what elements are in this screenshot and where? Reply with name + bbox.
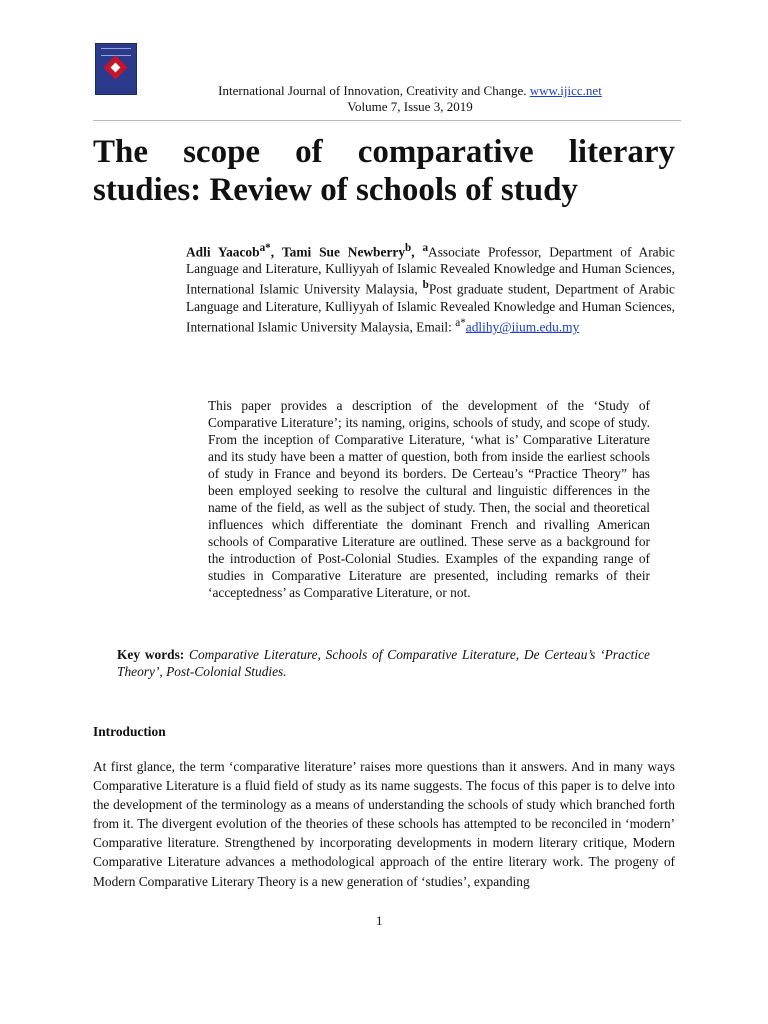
header-divider bbox=[93, 120, 681, 121]
affiliation-b: Post graduate student, Department of Arabic Language and Literature, Kulliyyah of Islamic Revealed Knowledge and Human Sciences, International Islamic University Malaysia, Email: bbox=[186, 281, 675, 335]
journal-header-line bbox=[140, 83, 680, 99]
page-number: 1 bbox=[376, 913, 383, 928]
affil-b-sup: b bbox=[422, 279, 429, 292]
keywords-text: Comparative Literature, Schools of Comparative Literature, De Certeau’s ‘Practice Theory’, Post-Colonial Studies. bbox=[117, 647, 650, 679]
cover-title-lines bbox=[101, 48, 131, 56]
keywords-label: Key words: bbox=[117, 647, 185, 662]
keywords-block bbox=[117, 646, 650, 680]
abstract-text: This paper provides a description of the development of the ‘Study of Comparative Literature’; its naming, origins, schools of study, and scope of study. From the inception of Comparative Literature, ‘what is’ Comparative Literature and its study have been a matter of question, both from inside the earliest schools of study in France and beyond its borders. De Certeau’s “Practice Theory” has been employed seeking to resolve the cultural and linguistic differences in the name of the field, as well as the subject of study. Then, the social and theoretical influences which differentiate the dominant French and rivalling American schools of Comparative Literature are outlined. These serve as a background for the introduction of Post-Colonial Studies. Examples of the expanding range of studies in Comparative Literature are presented, including remarks of their ‘acceptedness’ as Comparative Literature, or not. bbox=[208, 398, 650, 600]
cover-logo-icon bbox=[103, 55, 127, 79]
email-link[interactable]: adlihy@iium.edu.my bbox=[465, 319, 580, 335]
affiliation-a: Associate Professor, Department of Arabic Language and Literature, Kulliyyah of Islamic Revealed Knowledge and Human Sciences, International Islamic University Malaysia, bbox=[186, 244, 675, 297]
author-2-sup: b bbox=[405, 242, 412, 254]
paper-title: The scope of comparative literary studies: Review of schools of study bbox=[93, 134, 675, 208]
author-block: Adli Yaacob$^{a*}$, Tami Sue Newberry$^b$, $^a$Associate Professor, Department of Arabic Language and Literature, Kulliyyah of Islamic Revealed Knowledge and Human Sciences, International Islamic University Malaysia, $^b$Post graduate student, Department of Arabic Language and Literature, Kulliyyah of Islamic Revealed Knowledge and Human Sciences, International Islamic University Malaysia, Email: $^{a*}$adlihy@iium.edu.my bbox=[186, 242, 675, 335]
volume-issue: Volume 7, Issue 3, 2019 bbox=[347, 99, 473, 114]
author-1-name: Adli Yaacob bbox=[186, 244, 260, 260]
email-sup: a* bbox=[455, 316, 466, 329]
journal-url-link[interactable]: www.ijicc.net bbox=[529, 83, 602, 98]
introduction-heading: Introduction bbox=[93, 724, 166, 739]
author-1-sup: a* bbox=[259, 242, 271, 254]
journal-name: International Journal of Innovation, Creativity and Change. bbox=[218, 83, 527, 98]
introduction-text: At first glance, the term ‘comparative literature’ raises more questions than it answers. And in many ways Comparative Literature is a fluid field of study as its name suggests. The focus of this paper is to delve into the development of the terminology as a means of understanding the schools of study which branched forth from it. The divergent evolution of the theories of these schools has attempted to be reconciled in ‘modern’ Comparative literature. Strengthened by incorporating developments in modern literary critique, Modern Comparative Literature advances a methodological approach of the entire literary work. The progeny of Modern Comparative Literary Theory is a new generation of ‘studies’, expanding bbox=[93, 759, 675, 889]
affil-a-sup: a bbox=[422, 242, 429, 254]
author-2-name: Tami Sue Newberry bbox=[281, 244, 406, 260]
journal-cover-thumbnail bbox=[95, 43, 137, 95]
